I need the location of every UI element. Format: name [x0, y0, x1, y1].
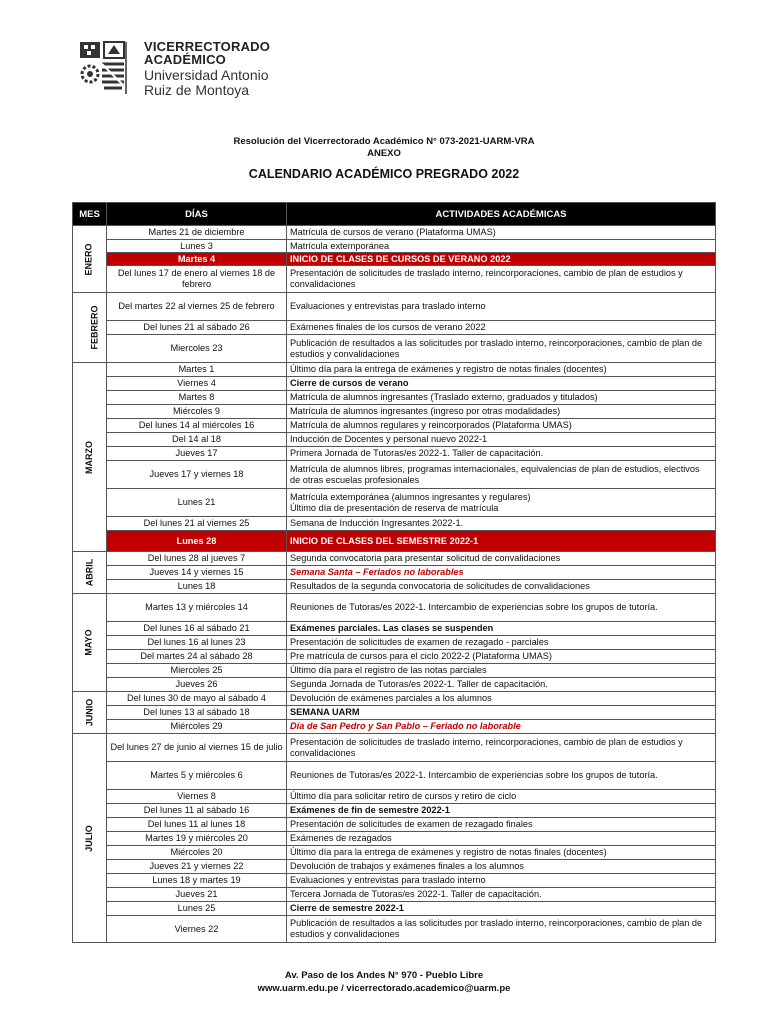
- date-cell: Viernes 22: [107, 916, 287, 943]
- table-row: [73, 531, 716, 552]
- date-cell: Martes 19 y miércoles 20: [107, 832, 287, 846]
- date-cell: Del lunes 13 al sábado 18: [107, 706, 287, 720]
- date-cell: Lunes 28: [107, 531, 287, 552]
- date-cell: Del lunes 30 de mayo al sábado 4: [107, 692, 287, 706]
- date-cell: Jueves 21: [107, 888, 287, 902]
- activity-cell: [287, 321, 716, 335]
- date-cell: Del lunes 16 al lunes 23: [107, 636, 287, 650]
- month-cell: [73, 293, 107, 363]
- activity-text: Devolución de exámenes parciales a los alumnos: [290, 693, 492, 703]
- activity-text: Semana de Inducción Ingresantes 2022-1.: [290, 518, 464, 528]
- table-row: [73, 874, 716, 888]
- date-cell: Del lunes 27 de junio al viernes 15 de julio: [107, 734, 287, 762]
- activity-text: Segunda convocatoria para presentar solicitud de convalidaciones: [290, 553, 561, 563]
- month-cell: [73, 226, 107, 293]
- date-cell: Viernes 4: [107, 377, 287, 391]
- table-row: [73, 433, 716, 447]
- activity-cell: [287, 489, 716, 517]
- table-row: [73, 253, 716, 266]
- date-cell: Del martes 24 al sábado 28: [107, 650, 287, 664]
- date-cell: Del lunes 11 al sábado 16: [107, 804, 287, 818]
- date-cell: Lunes 21: [107, 489, 287, 517]
- table-row: [73, 321, 716, 335]
- date-cell: Miércoles 9: [107, 405, 287, 419]
- activity-text: Matrícula de alumnos ingresantes (ingreso por otras modalidades): [290, 406, 561, 416]
- activity-text: Cierre de semestre 2022-1: [290, 903, 404, 913]
- date-cell: Lunes 18 y martes 19: [107, 874, 287, 888]
- month-label: ENERO: [83, 242, 94, 276]
- table-row: [73, 622, 716, 636]
- date-cell: Jueves 14 y viernes 15: [107, 566, 287, 580]
- activity-cell: [287, 902, 716, 916]
- activity-text: Presentación de solicitudes de traslado interno, reincorporaciones, cambio de plan de estudios y convalidaciones: [290, 268, 683, 289]
- activity-cell: [287, 335, 716, 363]
- date-cell: Martes 8: [107, 391, 287, 405]
- activity-cell: [287, 377, 716, 391]
- date-cell: Jueves 26: [107, 678, 287, 692]
- activity-text: Evaluaciones y entrevistas para traslado interno: [290, 301, 486, 311]
- activity-text: Presentación de solicitudes de traslado interno, reincorporaciones, cambio de plan de estudios y convalidaciones: [290, 736, 683, 758]
- table-row: [73, 762, 716, 790]
- activity-cell: [287, 419, 716, 433]
- activity-text: Exámenes parciales. Las clases se suspenden: [290, 623, 494, 633]
- activity-cell: [287, 433, 716, 447]
- table-row: [73, 734, 716, 762]
- activity-text: INICIO DE CLASES DE CURSOS DE VERANO 2022: [290, 253, 511, 264]
- activity-text: Pre matrícula de cursos para el ciclo 2022-2 (Plataforma UMAS): [290, 651, 552, 661]
- table-row: [73, 517, 716, 531]
- activity-text-secondary: Último día de presentación de reserva de matrícula: [290, 502, 499, 513]
- activity-text: Último día para la entrega de exámenes y registro de notas finales (docentes): [290, 847, 607, 857]
- date-cell: Lunes 18: [107, 580, 287, 594]
- table-row: [73, 888, 716, 902]
- month-label: FEBRERO: [89, 305, 100, 350]
- activity-cell: [287, 804, 716, 818]
- table-row: [73, 447, 716, 461]
- date-cell: Martes 5 y miércoles 6: [107, 762, 287, 790]
- table-row: [73, 664, 716, 678]
- date-cell: Martes 4: [107, 253, 287, 266]
- table-row: [73, 240, 716, 253]
- activity-cell: [287, 391, 716, 405]
- academic-calendar-table: [72, 202, 716, 943]
- activity-cell: [287, 405, 716, 419]
- activity-cell: [287, 622, 716, 636]
- month-label: MAYO: [84, 629, 94, 656]
- month-label: JUNIO: [83, 698, 94, 727]
- table-row: [73, 860, 716, 874]
- university-name-line2: Ruiz de Montoya: [144, 82, 250, 98]
- activity-text: Segunda Jornada de Tutoras/es 2022-1. Taller de capacitación.: [290, 679, 548, 689]
- activity-cell: [287, 293, 716, 321]
- activity-text: Día de San Pedro y San Pablo – Feriado no laborable: [290, 721, 521, 731]
- table-row: [73, 419, 716, 433]
- activity-text: Matrícula de alumnos regulares y reincorporados (Plataforma UMAS): [290, 420, 572, 430]
- table-row: [73, 566, 716, 580]
- activity-text: Resultados de la segunda convocatoria de solicitudes de convalidaciones: [290, 581, 590, 591]
- table-row: [73, 580, 716, 594]
- table-row: [73, 335, 716, 363]
- university-logo: [78, 40, 308, 100]
- column-header-actividades: ACTIVIDADES ACADÉMICAS: [287, 203, 716, 226]
- table-row: [73, 266, 716, 293]
- table-row: [73, 790, 716, 804]
- table-row: [73, 818, 716, 832]
- table-row: [73, 650, 716, 664]
- activity-text: Último día para la entrega de exámenes y registro de notas finales (docentes): [290, 364, 607, 374]
- table-row: [73, 916, 716, 943]
- date-cell: Jueves 17 y viernes 18: [107, 461, 287, 489]
- org-name-line2: ACADÉMICO: [144, 52, 226, 67]
- activity-text: Matrícula de alumnos ingresantes (Traslado externo, graduados y titulados): [290, 392, 598, 402]
- activity-cell: [287, 692, 716, 706]
- month-label: ABRIL: [84, 558, 94, 587]
- activity-text: Exámenes finales de los cursos de verano 2022: [290, 322, 486, 332]
- month-cell: [73, 734, 107, 943]
- date-cell: Del lunes 14 al miércoles 16: [107, 419, 287, 433]
- table-row: [73, 902, 716, 916]
- table-row: [73, 846, 716, 860]
- column-header-mes: MES: [73, 203, 107, 226]
- activity-text: Devolución de trabajos y exámenes finales a los alumnos: [290, 861, 524, 871]
- month-cell: [73, 552, 107, 594]
- activity-text: Matrícula extemporánea: [290, 240, 390, 251]
- month-cell: [73, 692, 107, 734]
- annex-line: ANEXO: [367, 148, 401, 159]
- activity-text: Matrícula extemporánea (alumnos ingresantes y regulares): [290, 491, 531, 502]
- date-cell: Miércoles 29: [107, 720, 287, 734]
- footer-contact: www.uarm.edu.pe / vicerrectorado.academico@uarm.pe: [257, 983, 511, 994]
- activity-cell: [287, 580, 716, 594]
- date-cell: Del martes 22 al viernes 25 de febrero: [107, 293, 287, 321]
- activity-text: INICIO DE CLASES DEL SEMESTRE 2022-1: [290, 535, 479, 546]
- table-row: [73, 405, 716, 419]
- activity-text: Publicación de resultados a las solicitudes por traslado interno, reincorporaciones, cambio de plan de estudios y convalidaciones: [290, 918, 703, 939]
- date-cell: Del lunes 16 al sábado 21: [107, 622, 287, 636]
- activity-cell: [287, 566, 716, 580]
- table-row: [73, 363, 716, 377]
- activity-text: Exámenes de rezagados: [290, 833, 392, 843]
- activity-cell: [287, 916, 716, 943]
- activity-text: Último día para el registro de las notas parciales: [290, 665, 487, 675]
- activity-cell: [287, 447, 716, 461]
- activity-cell: [287, 720, 716, 734]
- activity-cell: [287, 846, 716, 860]
- activity-cell: [287, 818, 716, 832]
- activity-cell: [287, 762, 716, 790]
- date-cell: Del lunes 17 de enero al viernes 18 de febrero: [107, 266, 287, 293]
- activity-cell: [287, 253, 716, 266]
- activity-cell: [287, 650, 716, 664]
- activity-text: Presentación de solicitudes de examen de rezagado finales: [290, 819, 533, 829]
- activity-cell: [287, 363, 716, 377]
- activity-cell: [287, 636, 716, 650]
- activity-text: Semana Santa – Feriados no laborables: [290, 567, 464, 577]
- date-cell: Del lunes 21 al sábado 26: [107, 321, 287, 335]
- activity-text: Presentación de solicitudes de examen de rezagado - parciales: [290, 637, 549, 647]
- activity-cell: [287, 874, 716, 888]
- date-cell: Del lunes 21 al viernes 25: [107, 517, 287, 531]
- table-row: [73, 293, 716, 321]
- date-cell: Jueves 17: [107, 447, 287, 461]
- calendar-body: [73, 226, 716, 943]
- date-cell: Del 14 al 18: [107, 433, 287, 447]
- table-row: [73, 706, 716, 720]
- table-header-row: [73, 203, 716, 226]
- activity-cell: [287, 664, 716, 678]
- table-row: [73, 552, 716, 566]
- activity-cell: [287, 240, 716, 253]
- month-cell: [73, 363, 107, 552]
- activity-cell: [287, 790, 716, 804]
- date-cell: Lunes 3: [107, 240, 287, 253]
- activity-cell: [287, 860, 716, 874]
- activity-cell: [287, 678, 716, 692]
- university-crest-icon: [78, 40, 138, 95]
- activity-cell: [287, 461, 716, 489]
- date-cell: Viernes 8: [107, 790, 287, 804]
- activity-cell: [287, 594, 716, 622]
- university-name-line1: Universidad Antonio: [144, 67, 269, 83]
- table-row: [73, 692, 716, 706]
- activity-text: Último día para solicitar retiro de cursos y retiro de ciclo: [290, 791, 517, 801]
- activity-text: Matrícula de alumnos libres, programas internacionales, equivalencias de plan de estudios, electivos de otras escuelas profesionales: [290, 463, 700, 485]
- activity-text: Primera Jornada de Tutoras/es 2022-1. Taller de capacitación.: [290, 448, 544, 458]
- activity-cell: [287, 517, 716, 531]
- activity-text: Reuniones de Tutoras/es 2022-1. Intercambio de experiencias sobre los grupos de tutoría.: [290, 770, 658, 780]
- activity-cell: [287, 266, 716, 293]
- date-cell: Lunes 25: [107, 902, 287, 916]
- table-row: [73, 461, 716, 489]
- table-row: [73, 832, 716, 846]
- table-row: [73, 391, 716, 405]
- table-row: [73, 594, 716, 622]
- date-cell: Jueves 21 y viernes 22: [107, 860, 287, 874]
- activity-cell: [287, 706, 716, 720]
- table-row: [73, 226, 716, 240]
- activity-cell: [287, 734, 716, 762]
- table-row: [73, 489, 716, 517]
- org-name-line1: VICERRECTORADO: [144, 39, 271, 54]
- activity-text: Matrícula de cursos de verano (Plataforma UMAS): [290, 227, 496, 237]
- table-row: [73, 678, 716, 692]
- month-label: MARZO: [84, 440, 94, 474]
- resolution-line: Resolución del Vicerrectorado Académico N° 073-2021-UARM-VRA: [233, 136, 535, 147]
- activity-cell: [287, 832, 716, 846]
- date-cell: Martes 13 y miércoles 14: [107, 594, 287, 622]
- table-row: [73, 377, 716, 391]
- activity-text: Exámenes de fin de semestre 2022-1: [290, 805, 450, 815]
- activity-cell: [287, 552, 716, 566]
- page-title: CALENDARIO ACADÉMICO PREGRADO 2022: [248, 167, 520, 181]
- date-cell: Del lunes 11 al lunes 18: [107, 818, 287, 832]
- activity-text: Reuniones de Tutoras/es 2022-1. Intercambio de experiencias sobre los grupos de tutoría.: [290, 602, 658, 612]
- activity-text: SEMANA UARM: [290, 707, 360, 717]
- activity-cell: [287, 226, 716, 240]
- activity-cell: [287, 531, 716, 552]
- activity-text: Tercera Jornada de Tutoras/es 2022-1. Taller de capacitación.: [290, 889, 542, 899]
- activity-text: Inducción de Docentes y personal nuevo 2022-1: [290, 434, 488, 444]
- date-cell: Miércoles 20: [107, 846, 287, 860]
- table-row: [73, 720, 716, 734]
- column-header-dias: DÍAS: [107, 203, 287, 226]
- table-row: [73, 636, 716, 650]
- footer-address: Av. Paso de los Andes N° 970 - Pueblo Libre: [284, 970, 484, 981]
- month-label: JULIO: [83, 824, 94, 852]
- date-cell: Martes 1: [107, 363, 287, 377]
- activity-text: Publicación de resultados a las solicitudes por traslado interno, reincorporaciones, cambio de plan de estudios y convalidaciones: [290, 337, 703, 359]
- date-cell: Miercoles 25: [107, 664, 287, 678]
- activity-cell: [287, 888, 716, 902]
- date-cell: Martes 21 de diciembre: [107, 226, 287, 240]
- activity-text: Cierre de cursos de verano: [290, 378, 409, 388]
- date-cell: Del lunes 28 al jueves 7: [107, 552, 287, 566]
- date-cell: Miercoles 23: [107, 335, 287, 363]
- table-row: [73, 804, 716, 818]
- activity-text: Evaluaciones y entrevistas para traslado interno: [290, 875, 486, 885]
- month-cell: [73, 594, 107, 692]
